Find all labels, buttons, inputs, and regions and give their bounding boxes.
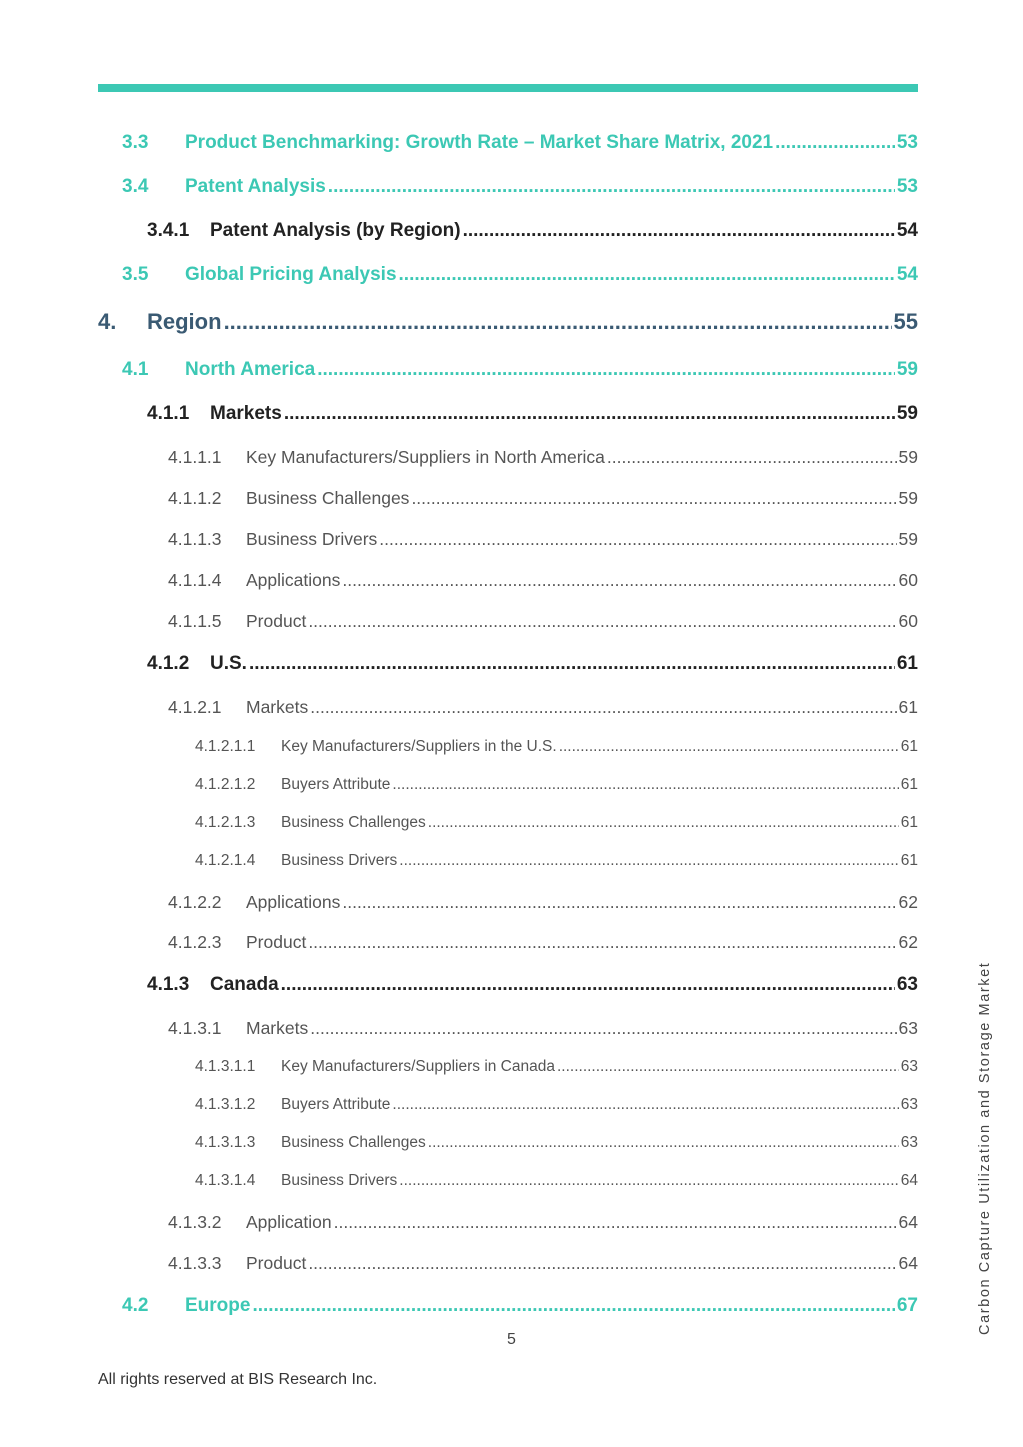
toc-entry-page: 63 <box>896 974 918 995</box>
toc-entry-level-5[interactable] <box>195 1134 918 1156</box>
toc-entry-number: 4. <box>98 309 117 334</box>
toc-entry-level-5[interactable] <box>195 1096 918 1118</box>
toc-entry-title: Business Drivers <box>281 1172 398 1189</box>
toc-dot-leader <box>252 1295 894 1317</box>
toc-entry-level-4[interactable] <box>168 447 918 471</box>
toc-entry-page: 59 <box>898 488 918 508</box>
toc-entry-page: 63 <box>900 1058 918 1075</box>
toc-dot-leader <box>342 570 896 591</box>
toc-entry-title: Business Challenges <box>246 488 410 508</box>
toc-entry-level-4[interactable] <box>168 1212 918 1236</box>
toc-dot-leader <box>310 697 896 718</box>
toc-entry-number: 4.1.1.5 <box>168 611 222 631</box>
toc-entry-level-2[interactable] <box>122 132 918 158</box>
toc-entry-number: 4.1.3.2 <box>168 1212 222 1232</box>
toc-entry-title: Applications <box>246 892 341 912</box>
toc-entry-level-2[interactable] <box>122 359 918 385</box>
toc-entry-page: 60 <box>898 570 918 590</box>
toc-entry-level-2[interactable] <box>122 264 918 290</box>
toc-entry-number: 4.1.2.1.2 <box>195 776 256 793</box>
toc-dot-leader <box>328 176 895 198</box>
toc-dot-leader <box>308 611 896 632</box>
toc-entry-number: 4.1.1.4 <box>168 570 222 590</box>
toc-entry-title: Business Drivers <box>281 852 398 869</box>
toc-entry-page: 63 <box>900 1096 918 1113</box>
toc-entry-page: 62 <box>898 932 918 952</box>
toc-dot-leader <box>559 738 899 756</box>
toc-entry-number: 4.1.1.2 <box>168 488 222 508</box>
toc-entry-number: 3.4 <box>122 176 149 197</box>
toc-entry-title: Business Challenges <box>281 1134 426 1151</box>
toc-entry-title: Application <box>246 1212 332 1232</box>
toc-entry-title: Global Pricing Analysis <box>185 264 397 285</box>
toc-entry-level-4[interactable] <box>168 892 918 916</box>
toc-dot-leader <box>392 1096 898 1114</box>
toc-entry-title: U.S. <box>210 653 247 674</box>
toc-dot-leader <box>428 814 899 832</box>
toc-entry-number: 4.1.2.1.1 <box>195 738 256 755</box>
toc-entry-title: Product Benchmarking: Growth Rate – Market Share Matrix, 2021 <box>185 132 774 153</box>
toc-entry-page: 59 <box>896 403 918 424</box>
toc-dot-leader <box>308 1253 896 1274</box>
toc-entry-title: Business Challenges <box>281 814 426 831</box>
toc-entry-page: 53 <box>896 132 918 153</box>
toc-dot-leader <box>379 529 896 550</box>
toc-entry-title: Product <box>246 932 307 952</box>
toc-entry-title: Key Manufacturers/Suppliers in North America <box>246 447 605 467</box>
toc-entry-title: Region <box>147 309 222 334</box>
toc-entry-title: Patent Analysis <box>185 176 326 197</box>
toc-entry-page: 59 <box>896 359 918 380</box>
toc-entry-level-3[interactable] <box>147 220 918 246</box>
toc-entry-number: 4.1.3.1.2 <box>195 1096 256 1113</box>
toc-entry-page: 55 <box>893 309 918 334</box>
toc-entry-title: Europe <box>185 1295 251 1316</box>
toc-entry-level-5[interactable] <box>195 776 918 798</box>
toc-entry-level-5[interactable] <box>195 852 918 874</box>
toc-entry-level-5[interactable] <box>195 738 918 760</box>
toc-entry-page: 61 <box>896 653 918 674</box>
toc-entry-title: Key Manufacturers/Suppliers in the U.S. <box>281 738 557 755</box>
toc-entry-level-5[interactable] <box>195 814 918 836</box>
toc-entry-number: 4.1.1.1 <box>168 447 222 467</box>
toc-entry-level-4[interactable] <box>168 697 918 721</box>
toc-entry-title: Markets <box>246 1018 309 1038</box>
toc-dot-leader <box>334 1212 897 1233</box>
toc-entry-number: 4.1.2.3 <box>168 932 222 952</box>
toc-entry-level-1[interactable] <box>98 309 918 339</box>
toc-entry-title: Patent Analysis (by Region) <box>210 220 461 241</box>
toc-entry-page: 61 <box>900 738 918 755</box>
toc-dot-leader <box>399 852 898 870</box>
toc-entry-level-5[interactable] <box>195 1058 918 1080</box>
toc-dot-leader <box>411 488 896 509</box>
toc-dot-leader <box>224 309 892 335</box>
toc-entry-page: 64 <box>900 1172 918 1189</box>
toc-entry-title: Buyers Attribute <box>281 1096 391 1113</box>
toc-dot-leader <box>399 1172 898 1190</box>
toc-entry-number: 4.1.3.1.1 <box>195 1058 256 1075</box>
toc-entry-number: 4.1.2.1.4 <box>195 852 256 869</box>
toc-entry-level-2[interactable] <box>122 176 918 202</box>
toc-entry-number: 4.2 <box>122 1295 149 1316</box>
toc-entry-number: 3.4.1 <box>147 220 190 241</box>
toc-entry-title: Business Drivers <box>246 529 378 549</box>
toc-entry-number: 4.1.3.1.3 <box>195 1134 256 1151</box>
toc-dot-leader <box>775 132 895 154</box>
toc-dot-leader <box>342 892 896 913</box>
toc-entry-title: Markets <box>246 697 309 717</box>
toc-entry-title: Product <box>246 1253 307 1273</box>
toc-dot-leader <box>310 1018 896 1039</box>
toc-dot-leader <box>317 359 895 381</box>
toc-entry-level-2[interactable] <box>122 1295 918 1321</box>
toc-dot-leader <box>399 264 895 286</box>
toc-entry-page: 59 <box>898 447 918 467</box>
toc-dot-leader <box>428 1134 899 1152</box>
footer-copyright: All rights reserved at BIS Research Inc. <box>98 1371 378 1388</box>
toc-entry-number: 4.1.3.1.4 <box>195 1172 256 1189</box>
toc-entry-number: 4.1.2 <box>147 653 190 674</box>
toc-entry-title: Applications <box>246 570 341 590</box>
toc-entry-level-4[interactable] <box>168 488 918 512</box>
toc-entry-level-3[interactable] <box>147 653 918 679</box>
toc-dot-leader <box>463 220 895 242</box>
toc-entry-title: Product <box>246 611 307 631</box>
toc-entry-number: 4.1.3.1 <box>168 1018 222 1038</box>
toc-dot-leader <box>249 653 895 675</box>
toc-entry-page: 61 <box>900 814 918 831</box>
toc-entry-number: 4.1.2.1 <box>168 697 222 717</box>
toc-entry-page: 64 <box>898 1253 918 1273</box>
toc-entry-page: 54 <box>896 220 918 241</box>
toc-entry-number: 4.1.1 <box>147 403 190 424</box>
toc-dot-leader <box>557 1058 899 1076</box>
toc-entry-number: 4.1.3.3 <box>168 1253 222 1273</box>
toc-entry-page: 61 <box>900 776 918 793</box>
toc-entry-level-4[interactable] <box>168 529 918 553</box>
toc-entry-page: 64 <box>898 1212 918 1232</box>
toc-entry-page: 60 <box>898 611 918 631</box>
toc-entry-number: 3.3 <box>122 132 149 153</box>
page-number: 5 <box>507 1331 516 1348</box>
toc-entry-level-3[interactable] <box>147 403 918 429</box>
toc-entry-number: 3.5 <box>122 264 149 285</box>
toc-entry-page: 67 <box>896 1295 918 1316</box>
toc-entry-page: 63 <box>900 1134 918 1151</box>
toc-entry-title: North America <box>185 359 316 380</box>
toc-entry-page: 62 <box>898 892 918 912</box>
toc-entry-page: 63 <box>898 1018 918 1038</box>
toc-entry-title: Canada <box>210 974 279 995</box>
toc-entry-title: Markets <box>210 403 282 424</box>
toc-entry-level-4[interactable] <box>168 611 918 635</box>
toc-entry-number: 4.1.3 <box>147 974 190 995</box>
toc-entry-level-4[interactable] <box>168 570 918 594</box>
toc-entry-number: 4.1.2.1.3 <box>195 814 256 831</box>
toc-dot-leader <box>607 447 897 468</box>
toc-dot-leader <box>308 932 896 953</box>
toc-entry-level-4[interactable] <box>168 1018 918 1042</box>
toc-entry-number: 4.1.2.2 <box>168 892 222 912</box>
toc-dot-leader <box>284 403 895 425</box>
toc-entry-level-5[interactable] <box>195 1172 918 1194</box>
toc-entry-level-4[interactable] <box>168 1253 918 1277</box>
toc-entry-title: Buyers Attribute <box>281 776 391 793</box>
toc-entry-page: 59 <box>898 529 918 549</box>
toc-dot-leader <box>281 974 895 996</box>
toc-entry-title: Key Manufacturers/Suppliers in Canada <box>281 1058 555 1075</box>
toc-entry-page: 61 <box>898 697 918 717</box>
toc-entry-page: 61 <box>900 852 918 869</box>
toc-entry-number: 4.1.1.3 <box>168 529 222 549</box>
toc-entry-level-4[interactable] <box>168 932 918 956</box>
side-report-title: Carbon Capture Utilization and Storage Market <box>977 961 993 1335</box>
toc-entry-page: 53 <box>896 176 918 197</box>
toc-entry-page: 54 <box>896 264 918 285</box>
toc-entry-level-3[interactable] <box>147 974 918 1000</box>
toc-entry-number: 4.1 <box>122 359 149 380</box>
toc-dot-leader <box>392 776 898 794</box>
